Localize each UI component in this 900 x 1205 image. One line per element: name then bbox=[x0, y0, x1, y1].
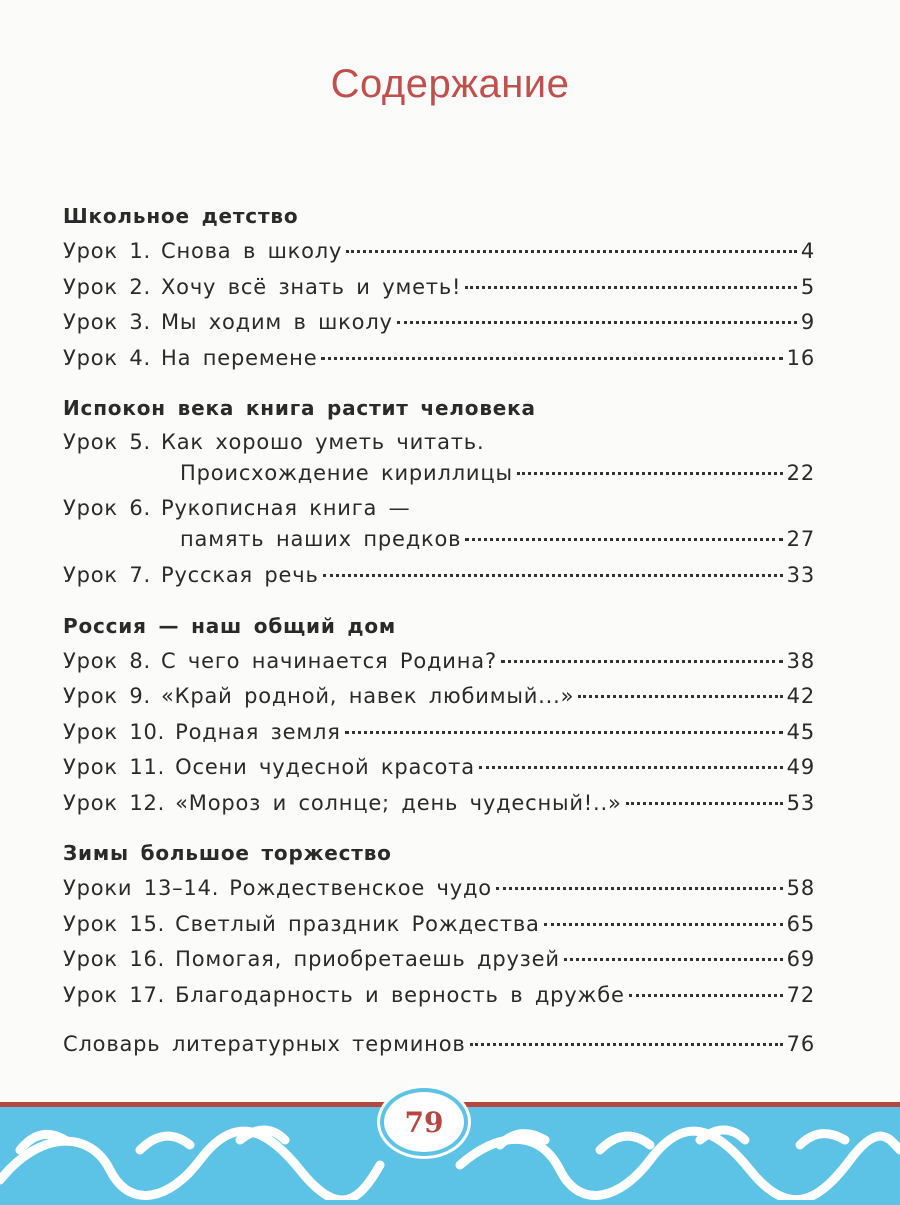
lesson-label: Урок 11. bbox=[63, 755, 166, 779]
toc-entry-line bbox=[63, 305, 815, 341]
toc-entry[interactable] bbox=[63, 786, 815, 822]
page-ref: 65 bbox=[786, 911, 815, 936]
toc-entry-line bbox=[63, 679, 815, 715]
toc-entry-line bbox=[63, 426, 815, 458]
page-ref: 45 bbox=[786, 719, 815, 744]
toc-entry-line bbox=[63, 644, 815, 680]
toc-section bbox=[63, 835, 815, 1013]
toc-entry[interactable] bbox=[63, 558, 815, 594]
toc-entry-line bbox=[63, 871, 815, 907]
toc-entry-line bbox=[63, 558, 815, 594]
lesson-title: Осени чудесной красота bbox=[175, 755, 475, 779]
lesson-title: «Край родной, навек любимый...» bbox=[160, 684, 575, 708]
page-ref: 72 bbox=[786, 982, 815, 1007]
page-ref: 69 bbox=[786, 947, 815, 971]
toc-entry[interactable] bbox=[63, 978, 815, 1014]
toc-entry[interactable] bbox=[63, 234, 815, 270]
lesson-title: На перемене bbox=[160, 345, 318, 370]
lesson-title: Светлый праздник Рождества bbox=[175, 911, 540, 936]
dot-leader bbox=[479, 766, 783, 769]
section-heading: Испокон века книга растит человека bbox=[63, 396, 536, 420]
table-of-contents bbox=[63, 198, 815, 1063]
lesson-label: Урок 10. bbox=[63, 719, 166, 744]
toc-entry[interactable] bbox=[63, 942, 815, 978]
toc-entry[interactable] bbox=[63, 305, 815, 341]
page-ref: 58 bbox=[786, 876, 815, 900]
lesson-title: Рождественское чудо bbox=[229, 876, 492, 900]
lesson-label: Урок 9. bbox=[63, 684, 151, 708]
dot-leader bbox=[626, 802, 783, 805]
glossary-entry[interactable] bbox=[63, 1027, 815, 1063]
page-ref: 33 bbox=[786, 563, 815, 587]
toc-entry-line bbox=[63, 907, 815, 943]
toc-entry[interactable] bbox=[63, 341, 815, 377]
toc-entry[interactable] bbox=[63, 644, 815, 680]
dot-leader bbox=[496, 887, 783, 890]
glossary-label: Словарь литературных терминов bbox=[63, 1032, 466, 1056]
lesson-label: Урок 6. bbox=[63, 496, 151, 520]
toc-entry-line bbox=[63, 234, 815, 270]
dot-leader bbox=[578, 695, 782, 698]
lesson-label: Урок 7. bbox=[63, 563, 151, 587]
page-title: Содержание bbox=[330, 62, 570, 106]
lesson-title: Снова в школу bbox=[160, 239, 343, 263]
toc-entry[interactable] bbox=[63, 492, 815, 554]
section-heading: Россия — наш общий дом bbox=[63, 613, 397, 638]
dot-leader bbox=[323, 574, 783, 577]
lesson-title: С чего начинается Родина? bbox=[160, 648, 497, 673]
lesson-title-cont: Происхождение кириллицы bbox=[180, 461, 513, 485]
lesson-title-cont: память наших предков bbox=[180, 527, 462, 551]
lesson-label: Урок 8. bbox=[63, 648, 151, 673]
toc-entry[interactable] bbox=[63, 907, 815, 943]
lesson-title: Как хорошо уметь читать. bbox=[160, 430, 485, 454]
dot-leader bbox=[629, 994, 783, 997]
dot-leader bbox=[544, 923, 783, 926]
dot-leader bbox=[346, 250, 797, 253]
page-number-badge bbox=[380, 1088, 468, 1156]
lesson-label: Урок 12. bbox=[63, 790, 166, 815]
lesson-title: Мы ходим в школу bbox=[160, 310, 393, 334]
lesson-label: Урок 2. bbox=[63, 274, 151, 299]
page-ref: 53 bbox=[786, 790, 815, 815]
dot-leader bbox=[321, 357, 782, 360]
toc-entry-continuation bbox=[63, 524, 815, 554]
lesson-label: Урок 1. bbox=[63, 239, 151, 263]
dot-leader bbox=[470, 1043, 783, 1046]
dot-leader bbox=[345, 731, 783, 734]
toc-entry-line bbox=[63, 270, 815, 306]
toc-entry[interactable] bbox=[63, 426, 815, 488]
section-heading: Зимы большое торжество bbox=[63, 841, 392, 865]
toc-entry-line bbox=[63, 715, 815, 751]
lesson-title: Благодарность и верность в дружбе bbox=[175, 982, 625, 1007]
section-heading: Школьное детство bbox=[63, 204, 299, 228]
lesson-title: Рукописная книга — bbox=[160, 496, 411, 520]
page-ref: 22 bbox=[786, 461, 815, 485]
toc-entry-continuation bbox=[63, 458, 815, 488]
lesson-label: Урок 16. bbox=[63, 947, 166, 971]
toc-entry[interactable] bbox=[63, 679, 815, 715]
lesson-title: «Мороз и солнце; день чудесный!..» bbox=[175, 790, 622, 815]
page-ref: 5 bbox=[800, 274, 815, 299]
page-number: 79 bbox=[404, 1105, 444, 1139]
dot-leader bbox=[501, 660, 783, 663]
dot-leader bbox=[397, 321, 797, 324]
page-ref: 27 bbox=[786, 527, 815, 551]
lesson-label: Урок 5. bbox=[63, 430, 151, 454]
toc-entry[interactable] bbox=[63, 871, 815, 907]
toc-entry[interactable] bbox=[63, 750, 815, 786]
toc-entry-line bbox=[63, 750, 815, 786]
lesson-label: Урок 4. bbox=[63, 345, 151, 370]
page-ref: 42 bbox=[786, 684, 815, 708]
toc-section bbox=[63, 390, 815, 594]
page-ref: 49 bbox=[786, 755, 815, 779]
toc-section bbox=[63, 608, 815, 822]
dot-leader bbox=[465, 538, 782, 541]
dot-leader bbox=[564, 958, 783, 961]
page-ref: 76 bbox=[786, 1032, 815, 1056]
lesson-title: Родная земля bbox=[175, 719, 341, 744]
lesson-label: Урок 17. bbox=[63, 982, 166, 1007]
lesson-label: Урок 15. bbox=[63, 911, 166, 936]
toc-entry-line bbox=[63, 492, 815, 524]
page-ref: 38 bbox=[786, 648, 815, 673]
toc-entry-line bbox=[63, 978, 815, 1014]
toc-entry[interactable] bbox=[63, 270, 815, 306]
toc-section bbox=[63, 198, 815, 376]
toc-entry-line bbox=[63, 341, 815, 377]
lesson-title: Русская речь bbox=[160, 563, 319, 587]
toc-entry-line bbox=[63, 786, 815, 822]
page-ref: 9 bbox=[800, 310, 815, 334]
toc-entry[interactable] bbox=[63, 715, 815, 751]
lesson-title: Хочу всё знать и уметь! bbox=[160, 274, 462, 299]
lesson-label: Уроки 13–14. bbox=[63, 876, 220, 900]
page-ref: 16 bbox=[786, 345, 815, 370]
lesson-label: Урок 3. bbox=[63, 310, 151, 334]
dot-leader bbox=[465, 286, 797, 289]
lesson-title: Помогая, приобретаешь друзей bbox=[175, 947, 560, 971]
dot-leader bbox=[517, 472, 783, 475]
page-ref: 4 bbox=[800, 239, 815, 263]
toc-entry-line bbox=[63, 942, 815, 978]
